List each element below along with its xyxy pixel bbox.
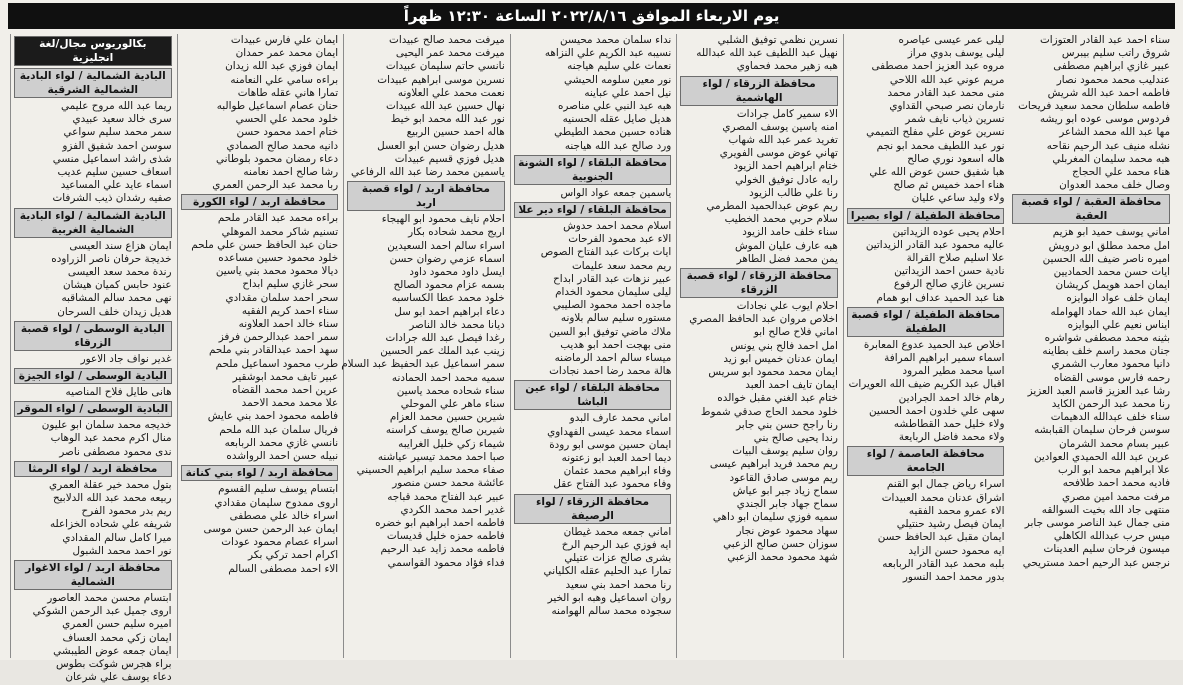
name-entry: ايناس نعيم علي البوايزه xyxy=(1067,318,1171,331)
name-entry: نرجس عبد الرحيم احمد مستريحي xyxy=(1022,556,1171,569)
name-entry: ربا محمد عبد الرحمن العمري xyxy=(212,179,339,192)
name-entry: ايمان تايف احمد العبد xyxy=(745,379,838,392)
name-entry: ريما عبد الله مروح عليمي xyxy=(60,100,172,112)
name-entry: فريال سلمان عبد الله ملحم xyxy=(219,423,339,436)
section-heading: البادية الوسطى / لواء الجيزة xyxy=(14,368,172,384)
section-heading: محافظة البلقاء / لواء عين الباشا xyxy=(514,380,672,410)
name-entry: سماح جهاد جابر الجندي xyxy=(736,498,838,511)
name-entry: عبير عبد الفتاح محمد قباجه xyxy=(387,490,505,503)
name-entry: نانسي حاتم سليمان عبيدات xyxy=(385,60,505,73)
name-entry: امل محمد مطلق ابو درويش xyxy=(1048,239,1171,252)
name-entry: منى جمال عبد الناصر موسى جابر xyxy=(1024,516,1171,529)
name-entry: بتول محمد خير عقلة العمري xyxy=(48,478,172,491)
name-entry: ورد صالح عبد الله هياجنه xyxy=(564,139,672,152)
name-entry: بثينه محمد مصطفى شواشره xyxy=(1044,332,1171,345)
name-entry: بلبه محمد عبد القادر الربابعه xyxy=(882,557,1005,570)
name-entry: خلود محمد عطا الكساسبه xyxy=(391,292,505,305)
name-entry: اقبال عبد الكريم ضيف الله العويرات xyxy=(848,378,1005,391)
name-entry: ميسون فرحان سليم العدينات xyxy=(1043,543,1171,556)
name-entry: اسلام محمد احمد حدوش xyxy=(563,220,672,233)
name-entry: هديل رضوان حسن ابو العسل xyxy=(377,139,505,152)
name-entry: اسعاف حسين سليم عديب xyxy=(57,166,172,179)
name-entry: ليلى يوسف بدوي مراز xyxy=(907,47,1005,60)
name-entry: ولاء محمد فاضل الربايعة xyxy=(898,431,1005,444)
section-heading: البادية الوسطى / لواء قصبة الزرقاء xyxy=(14,321,172,351)
name-entry: عائشة محمد حسن منصور xyxy=(392,477,505,490)
name-entry: اسراء خالد علي مصطفى xyxy=(229,509,339,522)
name-entry: هبا شفيق حسن عوض الله علي xyxy=(869,166,1005,179)
name-entry: ميساء سالم احمد الرماضنه xyxy=(554,352,672,365)
name-entry: هبه زهير محمد فحماوي xyxy=(736,60,838,73)
name-entry: سهاد محمود عوض نجار xyxy=(736,524,838,537)
name-entry: بشرى صالح عزات عتيلي xyxy=(564,552,672,565)
name-entry: ايات بركات عبد الفتاح الصوص xyxy=(540,246,672,259)
name-entry: الاء عبد محمود الفرحات xyxy=(568,233,672,246)
name-entry: نشله منيف عبد الرحيم نقاحه xyxy=(1046,139,1171,152)
section-heading: محافظة اربد / لواء الكورة xyxy=(181,194,339,210)
section-heading: البادية الشمالية / لواء البادية الشمالية الغربية xyxy=(14,208,172,238)
name-entry: ريم موسى صادق القاعود xyxy=(729,471,838,484)
name-entry: دانيا محمود معارب الشمري xyxy=(1051,358,1171,371)
name-entry: سمر احمد عبدالرحمن فرفز xyxy=(218,331,339,344)
name-entry: عبير تايف محمد ابوشقير xyxy=(232,370,339,383)
name-entry: سهى علي خلدون احمد الحسين xyxy=(868,404,1005,417)
name-entry: نانسي غازي محمد الربابعه xyxy=(224,436,339,449)
name-entry: سناء خلف حامد الزيود xyxy=(742,226,838,239)
name-entry: نادية حسن احمد الزيداتين xyxy=(894,265,1005,278)
name-entry: سناء ماهر علي الموحلي xyxy=(400,398,505,411)
column-6 xyxy=(843,34,1008,658)
name-entry: هديل زيدان خلف السرحان xyxy=(57,305,172,318)
name-entry: اسماء سمير ابراهيم المرافة xyxy=(884,352,1005,365)
name-entry: ملاك ماضي توفيق ابو السين xyxy=(549,325,672,338)
name-entry: صفيه رشدان ذيب الشرفات xyxy=(52,192,172,205)
name-entry: رنا محمد احمد بني سعيد xyxy=(565,578,672,591)
section-heading: بكالوريوس مجال/لغة انجليزية xyxy=(14,36,172,66)
date-header: يوم الاربعاء الموافق ٢٠٢٢/٨/١٦ الساعة ١٢:٣٠ ظهراً xyxy=(8,3,1175,29)
name-entry: اماني يوسف حميد ابو هزيم xyxy=(1052,226,1171,239)
name-entry: ايمان علي فارس عبيدات xyxy=(230,34,339,46)
name-entry: سمر اسماعيل عبد الحفيظ عبد السلام xyxy=(341,358,505,371)
name-entry: ياسمين جمعه عواد الواس xyxy=(560,186,672,199)
name-entry: اريج محمد شحاده بكار xyxy=(408,226,505,239)
name-entry: اسراء عصام محمود عودات xyxy=(221,536,339,549)
name-entry: سحر غازي سليم ابداح xyxy=(242,278,339,291)
name-entry: شذى راشد اسماعيل منسي xyxy=(52,152,172,165)
name-entry: سوزان حسن صالح الزعبي xyxy=(723,537,838,550)
name-entry: فاطمه سلطان محمد سعيد فريحات xyxy=(1018,100,1171,113)
name-entry: علا ابراهيم محمد ابو الرب xyxy=(1058,464,1171,477)
name-entry: سناء احمد كريم الفقيه xyxy=(241,304,339,317)
name-entry: هاله احمد حسين الربيع xyxy=(406,126,505,139)
name-entry: ختام ابراهيم احمد الزيود xyxy=(733,160,838,173)
name-entry: سهد احمد عبدالقادر بني ملحم xyxy=(208,344,339,357)
name-entry: نبيله حسن احمد الرواشده xyxy=(226,450,339,463)
name-entry: اروى جميل عبد الرحمن الشوكي xyxy=(32,605,172,618)
name-entry: ابتسام يوسف سليم القسوم xyxy=(218,483,339,496)
name-entry: نور معين سلومه الحيشي xyxy=(564,73,672,86)
name-entry: منى بهجت احمد ابو هديب xyxy=(560,338,672,351)
name-entry: ديانا محمد خالد الناصر xyxy=(409,318,505,331)
name-entry: هالة محمد رضا احمد نجادات xyxy=(549,365,672,378)
name-entry: الاء عمرو محمد الفقيه xyxy=(908,504,1005,517)
name-entry: الاء احمد مصطفى السالم xyxy=(228,562,339,575)
name-entry: صبا احمد محمد تيسير عياشنه xyxy=(377,450,505,463)
name-entry: ندى محمود مصطفى ناصر xyxy=(59,445,172,458)
name-entry: خلود محمود حسين مساعده xyxy=(218,252,339,265)
name-entry: نسرين عوض علي مفلح التميمي xyxy=(866,126,1005,139)
name-entry: ايمان فوزي عبد الله زيدان xyxy=(225,60,339,73)
section-heading: محافظة الزرقاء / لواء قصبة الزرقاء xyxy=(680,268,838,298)
name-entry: اكرام احمد تركي بكر xyxy=(247,549,339,562)
name-entry: رغدا فيصل عبد الله جرادات xyxy=(385,332,505,345)
name-entry: مها عبد الله محمد الشاعر xyxy=(1059,126,1171,139)
name-entry: ايسل داود محمود داود xyxy=(409,266,505,279)
name-entry: احلام يحيى عوده الزيداتين xyxy=(892,225,1005,238)
name-entry: ايمان عبد الله حماد الهوامله xyxy=(1050,305,1171,318)
name-entry: تهاني عوض موسى الفويري xyxy=(719,147,838,160)
name-entry: عبير بسام محمد الشرمان xyxy=(1059,437,1171,450)
name-entry: زينب عبد الملك عمر الحسين xyxy=(380,345,505,358)
name-entry: رشا صالح احمد نعامنه xyxy=(243,166,339,179)
section-heading: محافظة البلقاء / لواء الشونة الجنوبية xyxy=(514,155,672,185)
name-entry: علا اسليم صلاح القرالة xyxy=(906,252,1005,265)
name-entry: ابتسام محسن محمد العاصور xyxy=(47,592,172,605)
name-entry: شيرين صالح يوسف كراسنه xyxy=(385,424,505,437)
name-entry: مريم عوني عبد الله اللاحي xyxy=(889,73,1005,86)
name-entry: فاديه محمد احمد طلافحه xyxy=(1062,477,1171,490)
section-heading: البادية الوسطى / لواء الموقر xyxy=(14,401,172,417)
name-entry: ميس حرب عبدالله الكاهلي xyxy=(1053,530,1171,543)
name-entry: ربيعه محمد عبد الله الدلابيح xyxy=(52,492,172,505)
name-entry: صفاء محمد سليم ابراهيم الحسيني xyxy=(356,464,505,477)
name-entry: رنا محمد عبد الرحمن الكايد xyxy=(1051,398,1171,411)
section-heading: محافظة اربد / لواء الرمثا xyxy=(14,461,172,477)
name-entry: ايمان عبد الرحمن حسن موسى xyxy=(203,522,339,535)
name-entry: ايمان جمعه عوض الطيبشي xyxy=(53,644,172,657)
name-entry: ايمان مقبل عبد الحافظ حسن xyxy=(877,531,1005,544)
name-entry: ريم محمد سعد عليمات xyxy=(571,259,672,272)
name-entry: سناء احمد عبد القادر العتوزات xyxy=(1040,34,1171,46)
name-entry: ايمان احمد هويمل كريشان xyxy=(1055,279,1171,292)
name-entry: فاطمه احمد عبد الله شريش xyxy=(1047,86,1171,99)
name-entry: عندليب محمد محمود نصار xyxy=(1056,73,1171,86)
name-entry: روان سليم يوسف البيات xyxy=(732,445,838,458)
name-entry: ديما احمد العبد ابو زعتونه xyxy=(561,452,672,465)
section-heading: محافظة اربد / لواء قصبة اربد xyxy=(347,181,505,211)
name-entry: نور عبد اللطيف محمد ابو نجم xyxy=(876,139,1005,152)
name-entry: هبه عارف عليان الموش xyxy=(734,239,838,252)
columns-container xyxy=(10,34,1173,684)
column-1 xyxy=(10,34,175,684)
name-entry: هاله اسعود نوري صالح xyxy=(907,152,1005,165)
name-entry: اميره ناصر ضيف الله الحسين xyxy=(1042,252,1171,265)
name-entry: بسمه عزام محمود الصالح xyxy=(393,279,505,292)
name-entry: ريم محمد فريد ابراهيم عيسى xyxy=(709,458,838,471)
name-entry: ختام عبد الغني مقبل خوالده xyxy=(717,392,838,405)
name-entry: نور عبد الله محمد ابو خيط xyxy=(390,113,505,126)
name-entry: وصال خلف محمد العدوان xyxy=(1059,179,1171,192)
section-heading: محافظة الزرقاء / لواء الهاشمية xyxy=(680,76,838,106)
name-entry: نعمت محمد علي العلاونه xyxy=(397,86,505,99)
name-entry: سلام حربي محمد الخطيب xyxy=(724,213,838,226)
name-entry: سماح زياد جبر ابو عياش xyxy=(732,484,838,497)
name-entry: ايه محمود حسن الزايد xyxy=(908,544,1005,557)
name-entry: علا محمد محمد الاحمد xyxy=(241,397,339,410)
name-entry: عبير غازي ابراهيم مصطفى xyxy=(1053,60,1171,73)
name-entry: سوسن احمد شفيق الفزو xyxy=(62,139,172,152)
name-entry: ديالا محمود محمد بني ياسين xyxy=(215,265,339,278)
name-entry: ايمان عدنان خميس ابو زيد xyxy=(723,352,838,365)
name-entry: براءه محمد عبد القادر ملحم xyxy=(217,212,339,225)
name-entry: فاطمه محمد زايد عبد الرحيم xyxy=(380,543,505,556)
name-entry: شيماء زكي خليل الغرايبه xyxy=(398,437,505,450)
name-entry: دانيه محمد صالح الصمادي xyxy=(226,139,339,152)
name-entry: رندا يحيى صالح بني xyxy=(753,432,838,445)
column-7 xyxy=(1009,34,1173,658)
name-entry: دعاء يوسف علي شرعان xyxy=(65,671,172,684)
name-entry: نهى محمد سالم المشاقبه xyxy=(61,292,172,305)
name-entry: عنود حابس كميان هيشان xyxy=(63,279,172,292)
name-entry: فردوس موسى عوده ابو ريشه xyxy=(1039,113,1171,126)
name-entry: اروى ممدوح سليمان مقدادي xyxy=(214,496,339,509)
name-entry: غدير نواف جاد الاعور xyxy=(80,352,172,365)
name-entry: اماني محمد عارف البدو xyxy=(569,412,672,425)
name-entry: منال اكرم محمد عبد الوهاب xyxy=(50,432,172,445)
name-entry: ليلى سليمان محمود الخدام xyxy=(555,286,672,299)
name-entry: عرين احمد محمد القضاه xyxy=(232,384,339,397)
section-heading: محافظة الزرقاء / لواء الرصيفة xyxy=(514,494,672,524)
name-entry: رحمه فارس موسى القضاه xyxy=(1054,371,1171,384)
name-entry: نسرين نظمي توفيق الشلبي xyxy=(717,34,838,46)
name-entry: مروه عبد العزيز احمد مصطفى xyxy=(871,60,1005,73)
name-entry: امل احمد فالح بني يونس xyxy=(730,339,838,352)
name-entry: اخلاص عبد الحميد عدوع المعابرة xyxy=(863,338,1005,351)
name-entry: ايمان زكي محمد العساف xyxy=(62,631,172,644)
name-entry: ايمان حسين موسى ابو رودة xyxy=(549,438,672,451)
name-entry: ولاء خليل حمد القطاطشه xyxy=(893,418,1005,431)
name-entry: فاطمه احمد ابراهيم ابو خضره xyxy=(375,516,505,529)
name-entry: هبه عبد النبي علي مناصره xyxy=(557,100,672,113)
name-entry: شريفه علي شحاده الخزاعله xyxy=(49,518,172,531)
name-entry: شروق راتب سليم بيبرس xyxy=(1061,47,1171,60)
name-entry: احلام ايوب علي نجادات xyxy=(736,300,838,313)
name-entry: تسنيم شاكر محمد الموهلي xyxy=(221,225,339,238)
section-heading: البادية الشمالية / لواء البادية الشمالية الشرقية xyxy=(14,68,172,98)
name-entry: اميره سليم حسن العمري xyxy=(62,618,172,631)
name-entry: سميه محمد احمد الحمادنه xyxy=(391,371,505,384)
name-entry: نهال حسين عبد الله عبيدات xyxy=(385,100,505,113)
name-entry: خديجه محمد سلمان ابو عليون xyxy=(41,419,172,432)
name-entry: رشا عبد العزيز قاسم العبد العزيز xyxy=(1027,384,1171,397)
name-entry: هانى طايل فلاح المناصيه xyxy=(65,386,172,399)
name-entry: ختام احمد محمود حسن xyxy=(236,126,339,139)
column-5 xyxy=(676,34,841,658)
name-entry: وفاء محمود عبد الفتاح عقل xyxy=(553,478,672,491)
name-entry: ليلى عمر عيسى عياصره xyxy=(898,34,1005,46)
name-entry: طرب محمود اسماعيل ملحم xyxy=(215,357,339,370)
name-entry: فاطمه محمود احمد بني عايش xyxy=(207,410,339,423)
section-heading: محافظة الطفيلة / لواء قصبة الطفيلة xyxy=(847,307,1005,337)
name-entry: جنان محمد راسم خلف بطاينه xyxy=(1042,345,1171,358)
name-entry: ايمان محمد عمر حمدان xyxy=(235,47,339,60)
name-entry: اسيا محمد مطير المرود xyxy=(902,365,1005,378)
name-entry: ميرفت محمد صالح عبيدات xyxy=(389,34,505,46)
section-heading: محافظة العقبة / لواء قصبة العقبة xyxy=(1012,194,1170,224)
name-entry: فداء فؤاد محمود القواسمي xyxy=(387,556,505,569)
name-entry: هديل صايل عقله الحسنيه xyxy=(562,113,672,126)
name-entry: سميه فوزي سليمان ابو داهي xyxy=(712,511,838,524)
name-entry: ايمان خلف عواد البوايزه xyxy=(1066,292,1171,305)
name-entry: عرين عبد الله الحميدي العوادين xyxy=(1034,450,1171,463)
name-entry: هناده حسين محمد الطيطي xyxy=(554,126,672,139)
name-entry: ميرا كامل سالم المقدادي xyxy=(62,531,172,544)
name-entry: تمارا هاني عقله طاهات xyxy=(237,86,339,99)
section-heading: محافظة اربد / لواء بني كنانة xyxy=(181,465,339,481)
name-entry: براءه سامي علي النعامنه xyxy=(230,73,339,86)
name-entry: حنان عصام اسماعيل طوالبه xyxy=(216,100,339,113)
name-entry: ريم بدر محمود الفرح xyxy=(81,505,172,518)
name-entry: سمر محمد سليم سواعي xyxy=(63,126,172,139)
name-entry: اسماء محمد عيسى الفهداوي xyxy=(547,425,672,438)
name-entry: ايه فوزي عبد الرحيم الرخ xyxy=(561,538,672,551)
name-entry: بدور محمد احمد النسور xyxy=(902,570,1005,583)
name-entry: نسيبه عبد الكريم علي النزاهه xyxy=(544,47,672,60)
name-entry: سحر احمد سلمان مقدادي xyxy=(225,291,339,304)
name-entry: رهام خالد احمد الجرادين xyxy=(898,391,1005,404)
name-entry: نهيل عبد اللطيف عبد الله عبدالله xyxy=(696,47,838,60)
column-3 xyxy=(343,34,508,658)
name-entry: خديجة حرفان ناصر الزراوده xyxy=(51,252,172,265)
name-entry: سناء خالد احمد العلاونه xyxy=(238,318,339,331)
name-entry: فاطمه حمزه خليل قديسات xyxy=(386,530,505,543)
name-entry: منتهى جاد الله بخيت السوالقه xyxy=(1041,503,1171,516)
name-entry: اسماء عزمي رضوان حسن xyxy=(389,252,505,265)
name-entry: ايمان هزاع سند العيسى xyxy=(69,239,172,252)
name-entry: خلود محمد الحاج صدقي شموط xyxy=(700,405,838,418)
name-entry: براء هجرس شوكت بطوس xyxy=(55,658,172,671)
name-entry: مستوره سليم سالم بلاونه xyxy=(560,312,672,325)
name-entry: امنه ياسين يوسف المصري xyxy=(722,120,838,133)
name-entry: اخلاص مروان عبد الحافظ المصري xyxy=(689,313,838,326)
name-entry: هبه محمد سليمان المغربلي xyxy=(1052,152,1171,165)
section-heading: محافظة العاصمة / لواء الجامعة xyxy=(847,446,1005,476)
name-entry: احلام نايف محمود ابو الهيجاء xyxy=(381,213,505,226)
name-entry: شيرين حسين محمد العزام xyxy=(389,411,505,424)
name-entry: ريم عوض عبدالحميد المطرمي xyxy=(706,200,838,213)
name-entry: رنا راجح حسن بني جابر xyxy=(736,418,838,431)
name-entry: رندة محمد سعد العيسى xyxy=(67,266,172,279)
name-entry: الاء سمير كامل جرادات xyxy=(736,107,838,120)
name-entry: اسراء سالم احمد السعيدين xyxy=(387,239,505,252)
name-entry: سوسن فرحان سليمان القبابشه xyxy=(1034,424,1171,437)
section-heading: محافظة اربد / لواء الاغوار الشمالية xyxy=(14,560,172,590)
name-entry: سرى خالد سعيد عبيدي xyxy=(72,113,172,126)
column-2 xyxy=(177,34,342,658)
section-heading: محافظة البلقاء / لواء دير علا xyxy=(514,202,672,218)
name-entry: حنان عبد الحافظ حسن علي ملحم xyxy=(191,238,339,251)
name-entry: ايمان محمد محمود ابو سريس xyxy=(708,366,838,379)
name-entry: نسرين ذياب نايف شمر xyxy=(905,113,1005,126)
name-entry: دعاء رمضان محمود بلوطاني xyxy=(216,152,339,165)
name-entry: اماني جمعه محمد غيطان xyxy=(563,525,672,538)
name-entry: رايه عادل توفيق الخولي xyxy=(735,173,838,186)
name-entry: مرفت محمد امين مصري xyxy=(1061,490,1171,503)
name-entry: سجوده محمد سالم الهوامنه xyxy=(551,604,672,617)
name-entry: تمارا عبد الحليم عقله الكلياني xyxy=(543,565,672,578)
name-entry: خلود محمد علي الحسي xyxy=(235,113,339,126)
name-entry: عاليه محمود عبد القادر الزيداتين xyxy=(865,238,1005,251)
name-entry: اشراق عدنان محمد العبيدات xyxy=(881,491,1005,504)
name-entry: هناء احمد خميس ثم صالح xyxy=(893,179,1005,192)
column-4 xyxy=(510,34,675,658)
name-entry: غدير احمد محمد الكردي xyxy=(400,503,505,516)
name-entry: ميرفت محمد عمر اليحيى xyxy=(395,47,505,60)
section-heading: محافظة الطفيلة / لواء بصيرا xyxy=(847,208,1005,224)
name-entry: اسراء رياض جمال ابو القنم xyxy=(886,478,1005,491)
name-entry: نعمات علي سليم هياجنه xyxy=(567,60,672,73)
name-entry: رنا علي طالب الزيود xyxy=(749,186,838,199)
name-entry: شهد محمود محمد الزعبي xyxy=(727,550,838,563)
name-entry: ياسمين محمد رضا عبد الله الرفاعي xyxy=(351,166,505,179)
name-entry: ولاء وليد ساعي عليان xyxy=(911,192,1005,205)
name-entry: عبير نزهات عبد القادر ابداح xyxy=(553,272,672,285)
name-entry: روان اسماعيل وهبه ابو الخير xyxy=(547,591,672,604)
name-entry: يمن محمد فضل الطاهر xyxy=(736,252,838,265)
name-entry: نور احمد محمد الشبول xyxy=(72,544,172,557)
name-entry: نارمان نصر صبحي القداوي xyxy=(889,100,1005,113)
name-entry: هناء محمد علي الحجاج xyxy=(1072,166,1171,179)
name-entry: هديل فوزي قسيم عبيدات xyxy=(394,152,505,165)
name-entry: هنا عبد الحميد عداف ابو همام xyxy=(876,291,1005,304)
name-entry: سناء شحاده محمد ياسين xyxy=(396,384,505,397)
name-entry: تغريد عمر عبد الله شهاب xyxy=(728,134,838,147)
name-entry: ماجده احمد محمود الصليبي xyxy=(552,299,672,312)
name-entry: منى محمد عبد القادر محمد xyxy=(887,86,1005,99)
name-entry: نيل احمد علي عباينه xyxy=(584,86,672,99)
name-entry: سناء خلف عبدالله الدهيمات xyxy=(1050,411,1171,424)
name-entry: ايمان فيصل رشيد حنتيلي xyxy=(896,518,1005,531)
name-entry: نسرين موسى ابراهيم عبيدات xyxy=(377,73,505,86)
name-entry: ايات حسن محمد الحماديين xyxy=(1053,266,1171,279)
name-entry: وفاء ابراهيم محمد عثمان xyxy=(563,465,672,478)
name-entry: اماني فلاح صالح ابو xyxy=(753,326,838,339)
name-entry: نسرين غازي صالح الرفوع xyxy=(893,278,1005,291)
name-entry: نداء سلمان محمد محيسن xyxy=(560,34,672,46)
name-entry: اسماء عايد علي المساعيد xyxy=(60,179,172,192)
name-entry: دعاء ابراهيم احمد ابو سل xyxy=(394,305,505,318)
